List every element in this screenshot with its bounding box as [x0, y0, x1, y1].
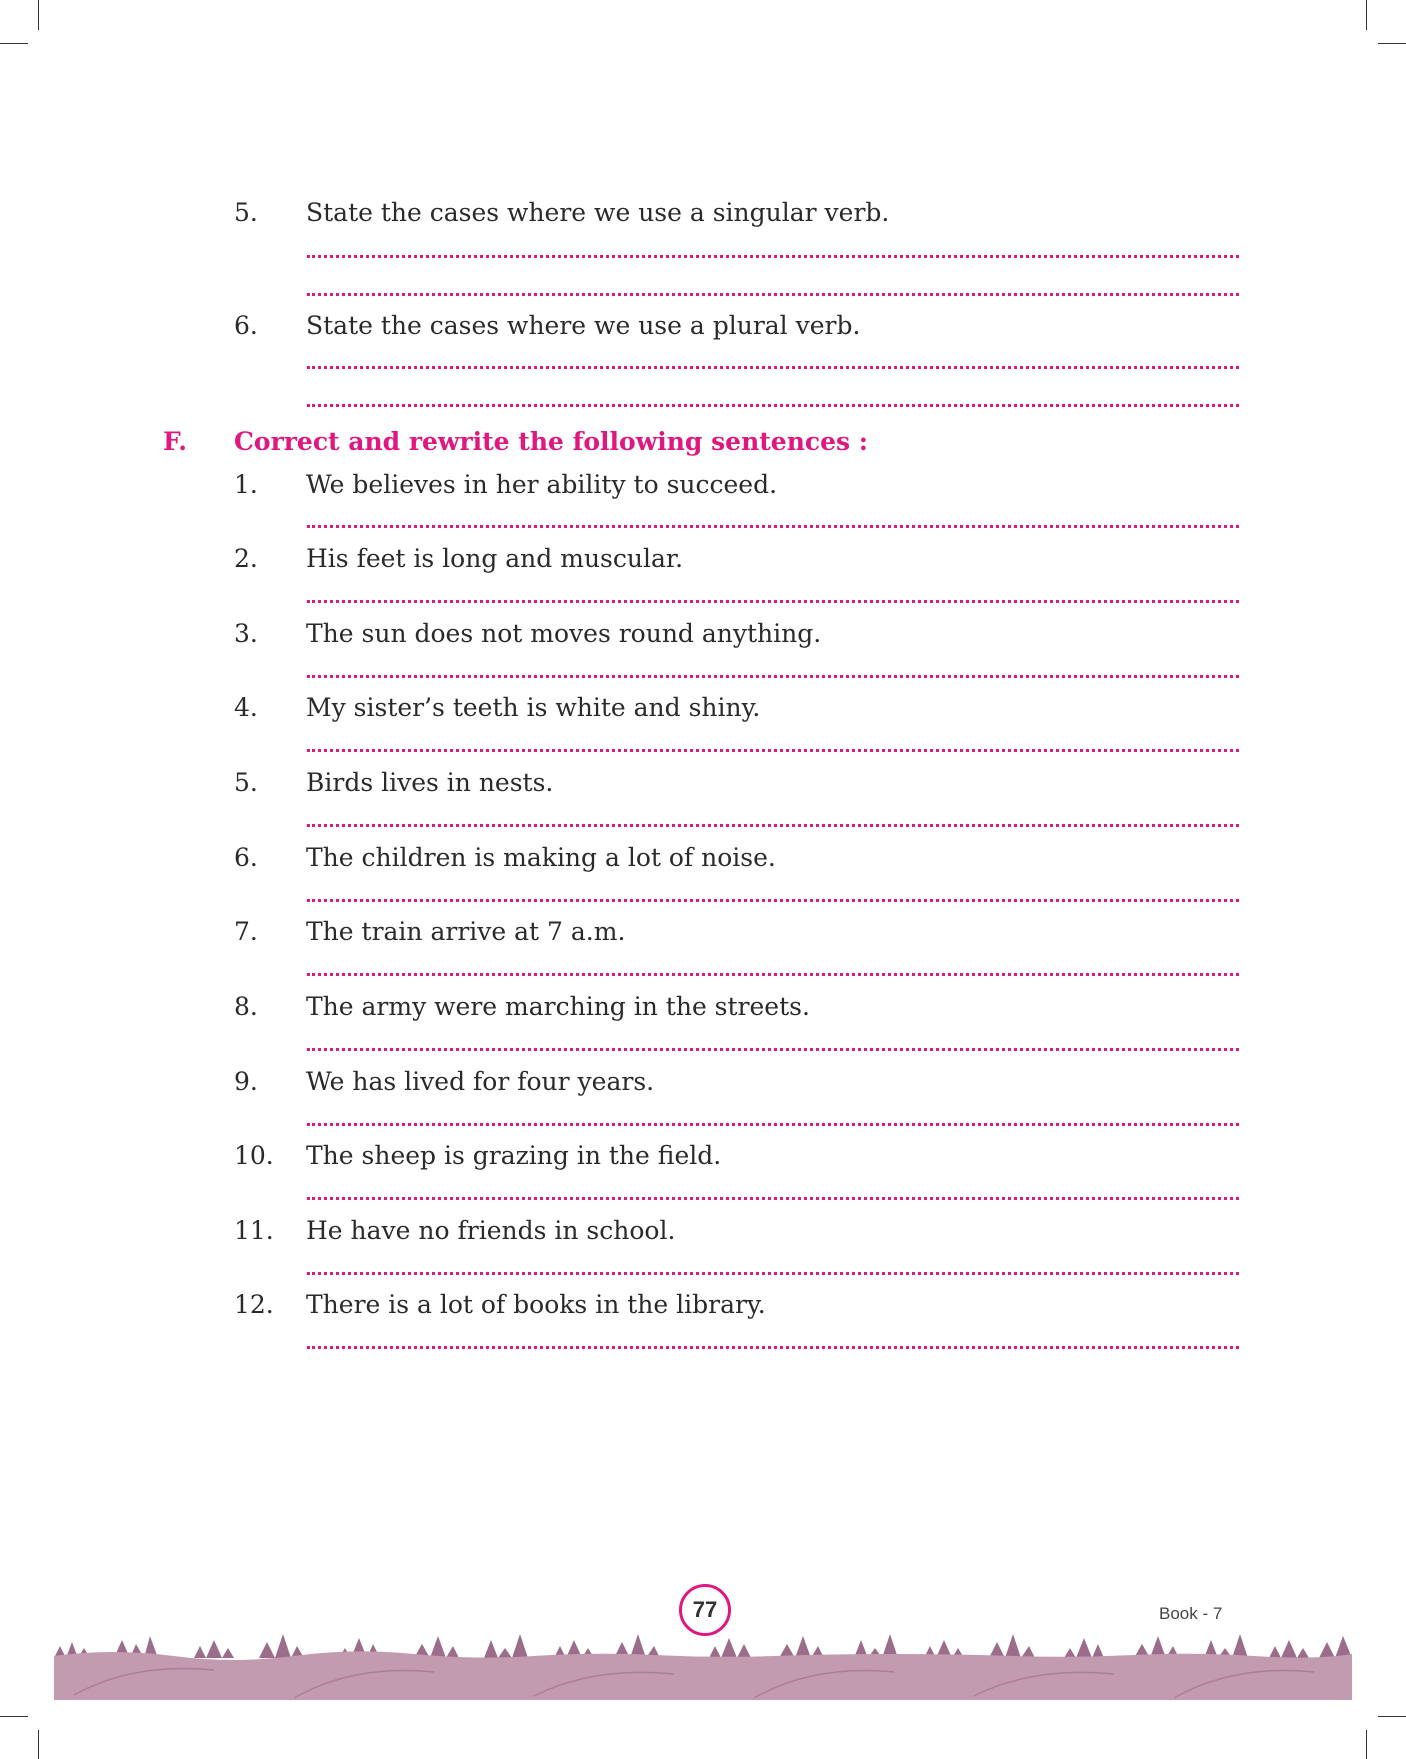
ground-hills: [54, 1651, 1352, 1700]
sentence-text: There is a lot of books in the library.: [306, 1290, 766, 1319]
crop-mark-bottom-left-h: [0, 1716, 28, 1717]
sentence-row: [234, 690, 1256, 726]
answer-line: [307, 749, 1239, 752]
sentence-number: 11.: [234, 1216, 274, 1245]
sentence-row: [234, 765, 1256, 801]
crop-mark-top-left-v: [38, 0, 39, 30]
book-label: Book - 7: [1159, 1604, 1223, 1623]
question-text: State the cases where we use a singular verb.: [306, 198, 890, 227]
answer-line: [307, 1197, 1239, 1200]
question-number: 5.: [234, 198, 258, 227]
sentence-number: 3.: [234, 619, 258, 648]
sentence-row: [234, 989, 1256, 1025]
sentence-number: 10.: [234, 1141, 274, 1170]
sentence-text: We believes in her ability to succeed.: [306, 470, 778, 499]
sentence-row: [234, 467, 1256, 503]
sentence-number: 6.: [234, 843, 258, 872]
sentence-row: [234, 1213, 1256, 1249]
sentence-text: My sister’s teeth is white and shiny.: [306, 693, 761, 722]
page-number: 77: [679, 1584, 731, 1636]
answer-line: [307, 824, 1239, 827]
sentence-row: [234, 914, 1256, 950]
sentence-row: [234, 1064, 1256, 1100]
sentence-number: 2.: [234, 544, 258, 573]
answer-line: [307, 1048, 1239, 1051]
sentence-text: The army were marching in the streets.: [306, 992, 810, 1021]
crop-mark-bottom-right-h: [1378, 1716, 1406, 1717]
answer-line: [307, 255, 1239, 258]
sentence-row: [234, 1287, 1256, 1323]
section-title: Correct and rewrite the following sentences :: [234, 427, 869, 456]
answer-line: [307, 675, 1239, 678]
crop-mark-top-right-h: [1378, 43, 1406, 44]
sentence-number: 8.: [234, 992, 258, 1021]
sentence-row: [234, 840, 1256, 876]
sentence-row: [234, 616, 1256, 652]
sentence-number: 5.: [234, 768, 258, 797]
question-row: [234, 308, 1256, 344]
sentence-number: 9.: [234, 1067, 258, 1096]
sentence-text: Birds lives in nests.: [306, 768, 554, 797]
sentence-number: 12.: [234, 1290, 274, 1319]
sentence-number: 1.: [234, 470, 258, 499]
answer-line: [307, 899, 1239, 902]
sentence-text: The sheep is grazing in the field.: [306, 1141, 722, 1170]
sentence-text: The train arrive at 7 a.m.: [306, 917, 626, 946]
sentence-number: 7.: [234, 917, 258, 946]
answer-line: [307, 404, 1239, 407]
question-number: 6.: [234, 311, 258, 340]
sentence-number: 4.: [234, 693, 258, 722]
sentence-row: [234, 541, 1256, 577]
answer-line: [307, 600, 1239, 603]
section-letter: F.: [163, 427, 187, 456]
answer-line: [307, 973, 1239, 976]
crop-mark-top-right-v: [1366, 0, 1367, 30]
sentence-text: He have no friends in school.: [306, 1216, 676, 1245]
answer-line: [307, 1272, 1239, 1275]
sentence-text: The children is making a lot of noise.: [306, 843, 776, 872]
crop-mark-bottom-left-v: [38, 1730, 39, 1759]
question-text: State the cases where we use a plural verb.: [306, 311, 861, 340]
sentence-text: We has lived for four years.: [306, 1067, 655, 1096]
sentence-text: The sun does not moves round anything.: [306, 619, 822, 648]
answer-line: [307, 525, 1239, 528]
question-row: [234, 195, 1256, 231]
answer-line: [307, 1346, 1239, 1349]
sentence-row: [234, 1138, 1256, 1174]
crop-mark-bottom-right-v: [1366, 1730, 1367, 1759]
crop-mark-top-left-h: [0, 43, 28, 44]
answer-line: [307, 1123, 1239, 1126]
sentence-text: His feet is long and muscular.: [306, 544, 684, 573]
answer-line: [307, 366, 1239, 369]
answer-line: [307, 293, 1239, 296]
